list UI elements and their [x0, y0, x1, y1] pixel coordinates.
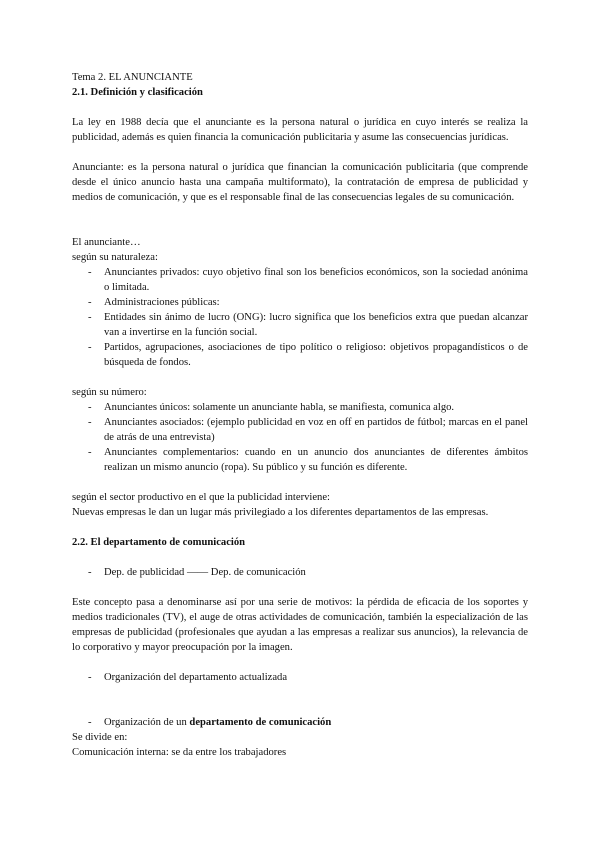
list-item: - Organización de un departamento de comunicación: [88, 717, 332, 728]
list-item: - Organización del departamento actualizada: [88, 672, 288, 683]
internal-communication: Comunicación interna: se da entre los trabajadores: [72, 747, 287, 758]
divides-label: Se divide en:: [72, 732, 128, 743]
department-list-3: [72, 715, 528, 730]
list-item: - Administraciones públicas:: [88, 297, 220, 308]
by-sector-text: Nuevas empresas le dan un lugar más privilegiado a los diferentes departamentos de las empresas.: [72, 507, 489, 518]
section-2-heading: 2.2. El departamento de comunicación: [72, 537, 246, 548]
by-nature-label: según su naturaleza:: [72, 252, 158, 263]
list-item: - Entidades sin ánimo de lucro (ONG): lucro significa que los beneficios extra que puedan alcanzar van a invertirse en la función social.: [88, 312, 528, 338]
definition-paragraph: La ley en 1988 decía que el anunciante es la persona natural o jurídica en cuyo interés se realiza la publicidad, además es quien financia la comunicación publicitaria y asume las consecuencias jurídicas.: [72, 117, 528, 143]
by-number-list: [72, 400, 528, 475]
list-item: - Anunciantes privados: cuyo objetivo final son los beneficios económicos, son la sociedad anónima o limitada.: [88, 267, 528, 293]
list-item: - Dep. de publicidad —— Dep. de comunicación: [88, 567, 306, 578]
motives-paragraph: Este concepto pasa a denominarse así por una serie de motivos: la pérdida de eficacia de los soportes y medios tradicionales (TV), el auge de otras actividades de comunicación, también la especialización de las empresas de publicidad (profesionales que ayudan a las empresas a realizar sus anuncios), la relevancia de lo corporativo y mayor preocupación por la imagen.: [72, 597, 528, 653]
by-number-label: según su número:: [72, 387, 147, 398]
department-list-2: [72, 670, 528, 685]
list-item: - Anunciantes únicos: solamente un anunciante habla, se manifiesta, comunica algo.: [88, 402, 455, 413]
by-sector-label: según el sector productivo en el que la publicidad interviene:: [72, 492, 330, 503]
list-item: - Partidos, agrupaciones, asociaciones de tipo político o religioso: objetivos propagandísticos o de búsqueda de fondos.: [88, 342, 528, 368]
department-list-1: [72, 565, 528, 580]
anunciante-intro: El anunciante…: [72, 237, 141, 248]
list-item: - Anunciantes complementarios: cuando en un anuncio dos anunciantes de diferentes ámbitos realizan un mismo anuncio (ropa). Su público y su función es diferente.: [88, 447, 528, 473]
anunciante-paragraph: Anunciante: es la persona natural o jurídica que financian la comunicación publicitaria (que comprende desde el único anuncio hasta una campaña multiformato), la contratación de empresa de publicidad y medios de comunicación, y que es el responsable final de las consecuencias legales de su comunicación.: [72, 162, 528, 203]
document-page: [72, 70, 528, 760]
document-title: Tema 2. EL ANUNCIANTE: [72, 72, 193, 83]
department-bold-term: departamento de comunicación: [189, 717, 332, 728]
by-nature-list: [72, 265, 528, 370]
section-1-heading: 2.1. Definición y clasificación: [72, 87, 203, 98]
list-item: - Anunciantes asociados: (ejemplo publicidad en voz en off en partidos de fútbol; marcas en el panel de atrás de una entrevista): [88, 417, 528, 443]
